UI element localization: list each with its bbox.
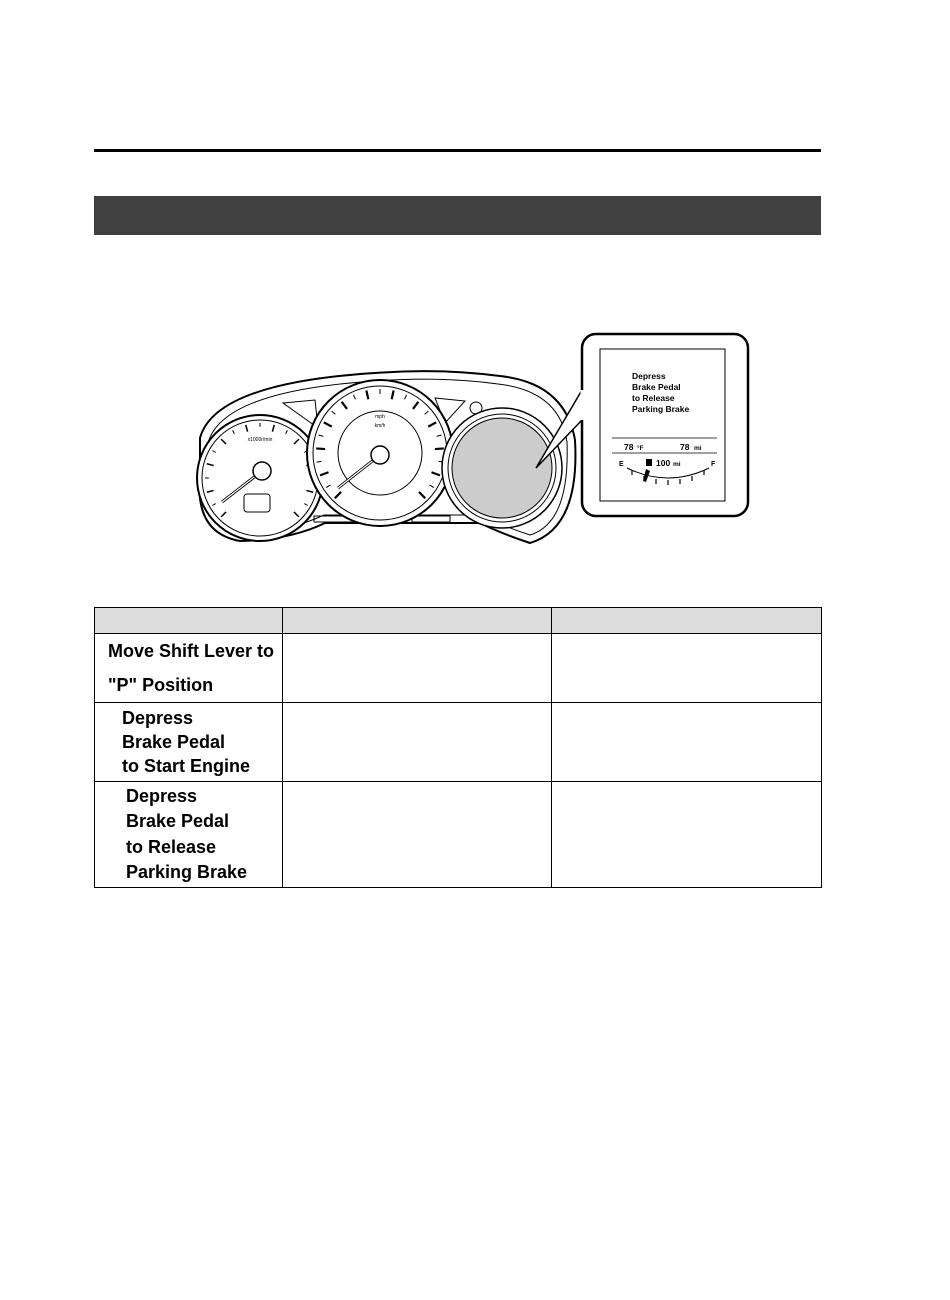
table-header-row bbox=[95, 608, 822, 634]
odometer-unit: mi bbox=[694, 445, 702, 452]
message-line: Parking Brake bbox=[126, 862, 248, 882]
table-cell bbox=[552, 703, 822, 782]
message-line: to Release bbox=[126, 836, 217, 857]
message-line: Depress bbox=[122, 708, 194, 728]
message-line: Brake Pedal bbox=[126, 811, 230, 831]
gauge-tick bbox=[316, 448, 325, 449]
message-line: to Start Engine bbox=[122, 756, 251, 776]
top-rule bbox=[94, 149, 821, 152]
display-message-line: to Release bbox=[632, 393, 675, 403]
table-row bbox=[95, 703, 822, 782]
gauge-tick bbox=[317, 461, 322, 462]
message-line: "P" Position bbox=[108, 675, 214, 695]
table-cell bbox=[283, 782, 552, 888]
display-message-line: Parking Brake bbox=[632, 404, 690, 414]
speedometer bbox=[307, 380, 453, 526]
message-line: Depress bbox=[126, 785, 198, 806]
table-header-cell bbox=[552, 608, 822, 634]
tachometer bbox=[197, 415, 323, 541]
table-cell bbox=[283, 634, 552, 703]
fuel-pump-icon bbox=[646, 459, 652, 466]
table-cell bbox=[552, 634, 822, 703]
speedometer-unit-bottom: km/h bbox=[374, 423, 386, 429]
fuel-range-unit: mi bbox=[673, 461, 681, 468]
table-row bbox=[95, 634, 822, 703]
section-header-bar bbox=[94, 196, 821, 235]
temperature-value: 78 bbox=[624, 442, 634, 452]
instrument-cluster-illustration bbox=[180, 328, 760, 558]
table-header-cell bbox=[95, 608, 283, 634]
table-cell bbox=[552, 782, 822, 888]
fuel-range-value: 100 bbox=[656, 458, 671, 468]
odometer-value: 78 bbox=[680, 442, 690, 452]
table-header-cell bbox=[283, 608, 552, 634]
message-line: Brake Pedal bbox=[122, 732, 226, 752]
gauge-tick bbox=[435, 448, 444, 449]
tachometer-label: x1000r/min bbox=[247, 437, 273, 443]
message-line: Move Shift Lever to bbox=[108, 641, 275, 661]
fuel-empty-label: E bbox=[619, 461, 624, 468]
message-cell bbox=[95, 703, 283, 782]
message-table bbox=[94, 607, 822, 888]
message-cell bbox=[95, 782, 283, 888]
multi-information-display bbox=[442, 408, 562, 528]
fuel-full-label: F bbox=[711, 461, 716, 468]
display-message-line: Brake Pedal bbox=[632, 382, 681, 392]
temperature-unit: °F bbox=[637, 445, 644, 452]
speedometer-unit-top: mph bbox=[375, 414, 385, 420]
message-cell bbox=[95, 634, 283, 703]
display-message-line: Depress bbox=[632, 371, 666, 381]
table-cell bbox=[283, 703, 552, 782]
table-row bbox=[95, 782, 822, 888]
